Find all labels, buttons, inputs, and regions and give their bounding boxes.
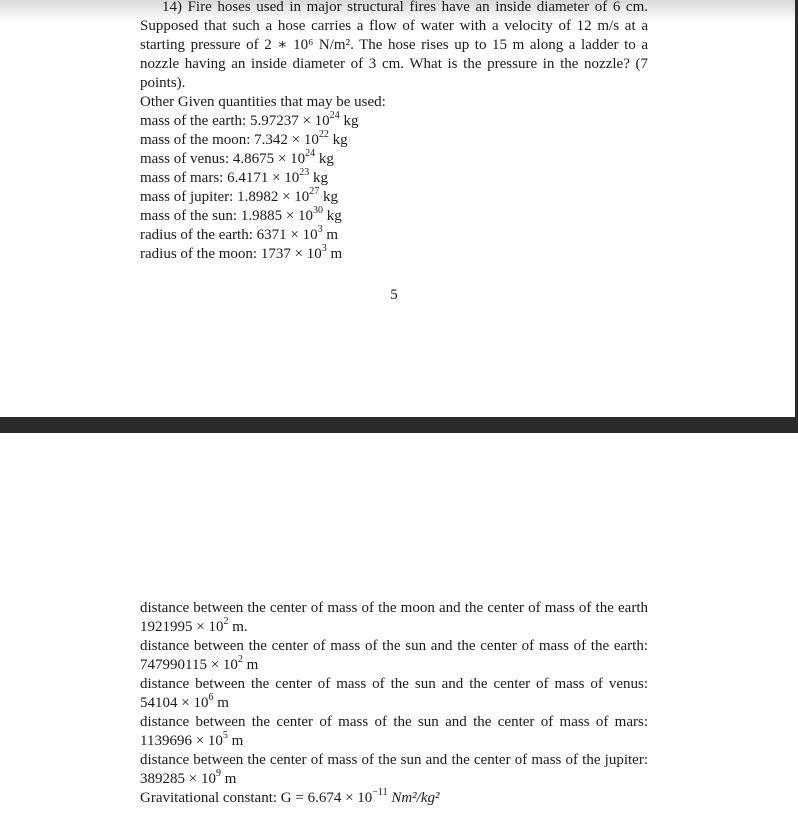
quantity-mass-earth: mass of the earth: $5.97237 \times 10^{24}$ kg bbox=[140, 110, 359, 129]
quantity-mass-mars: mass of mars: $6.4171 \times 10^{23}$ kg bbox=[140, 167, 329, 186]
quantity-mass-jupiter: mass of jupiter: $1.8982 \times 10^{27}$ kg bbox=[140, 186, 339, 205]
given-heading: Other Given quantities that may be used: bbox=[140, 94, 386, 110]
quantity-mass-moon: mass of the moon: $7.342 \times 10^{22}$ kg bbox=[140, 129, 348, 148]
quantity-radius-moon: radius of the moon: $1737 \times 10^3$ m bbox=[140, 243, 343, 262]
distance-sun-venus: distance between the center of mass of the sun and the center of mass of venus: $54104 \times 10^6$ m bbox=[140, 676, 648, 711]
gravitational-constant: Gravitational constant: $G = 6.674 \times 10^{-11}$ Nm²/kg² bbox=[140, 787, 440, 806]
problem-statement: 14) Fire hoses used in major structural fires have an inside diameter of 6 cm. Supposed that such a hose carries a flow of water with a velocity of 12 m/s at a starting pressure of 2 ∗ 10⁶ N/m². The hose rises up to 15 m along a ladder to a nozzle having an inside diameter of 3 cm. What is the pressure in the nozzle? (7 points). bbox=[140, 0, 648, 91]
page-1-content bbox=[140, 0, 648, 264]
distance-sun-earth: distance between the center of mass of the sun and the center of mass of the earth: $747990115 \times 10^2$ m bbox=[140, 638, 648, 673]
page-2-content bbox=[140, 599, 648, 808]
distance-sun-mars: distance between the center of mass of the sun and the center of mass of mars: $1139696 \times 10^5$ m bbox=[140, 714, 648, 749]
page-separator bbox=[0, 417, 798, 433]
distance-sun-jupiter: distance between the center of mass of the sun and the center of mass of the jupiter: $389285 \times 10^9$ m bbox=[140, 752, 648, 787]
quantity-radius-earth: radius of the earth: $6371 \times 10^3$ m bbox=[140, 224, 339, 243]
page-number: 5 bbox=[390, 287, 398, 303]
quantity-mass-sun: mass of the sun: $1.9885 \times 10^{30}$ kg bbox=[140, 205, 342, 224]
distance-moon-earth: distance between the center of mass of the moon and the center of mass of the earth $1921995 \times 10^2$ m. bbox=[140, 600, 648, 635]
quantity-mass-venus: mass of venus: $4.8675 \times 10^{24}$ kg bbox=[140, 148, 334, 167]
